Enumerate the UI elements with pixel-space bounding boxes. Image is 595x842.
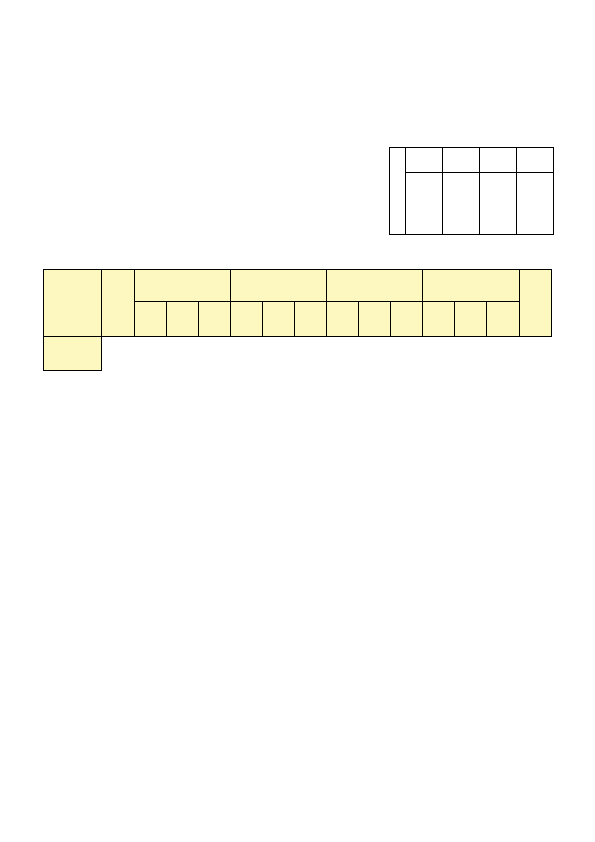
month-header (167, 302, 199, 337)
quarter-2-header (231, 270, 327, 302)
month-header (199, 302, 231, 337)
quarter-1-header (135, 270, 231, 302)
approval-role-executive (480, 148, 517, 173)
quarter-3-header (327, 270, 423, 302)
carryover-header (102, 270, 135, 337)
approval-sign-cell[interactable] (517, 173, 554, 235)
month-header (327, 302, 359, 337)
item-name-header (44, 270, 102, 337)
approval-role-staff (406, 148, 443, 173)
month-header (359, 302, 391, 337)
approval-sign-cell[interactable] (443, 173, 480, 235)
month-header (423, 302, 455, 337)
approval-role-president (517, 148, 554, 173)
sum-row-label (44, 337, 102, 371)
month-header (295, 302, 327, 337)
month-header (231, 302, 263, 337)
approval-box (389, 147, 554, 235)
quarter-4-header (423, 270, 520, 302)
approval-role-manager (443, 148, 480, 173)
approval-sign-cell[interactable] (406, 173, 443, 235)
month-header (455, 302, 487, 337)
approval-side (390, 148, 406, 235)
approval-sign-cell[interactable] (480, 173, 517, 235)
inventory-plan-table (43, 269, 552, 371)
month-header (135, 302, 167, 337)
total-header (520, 270, 552, 337)
month-header (391, 302, 423, 337)
month-header (487, 302, 520, 337)
month-header (263, 302, 295, 337)
